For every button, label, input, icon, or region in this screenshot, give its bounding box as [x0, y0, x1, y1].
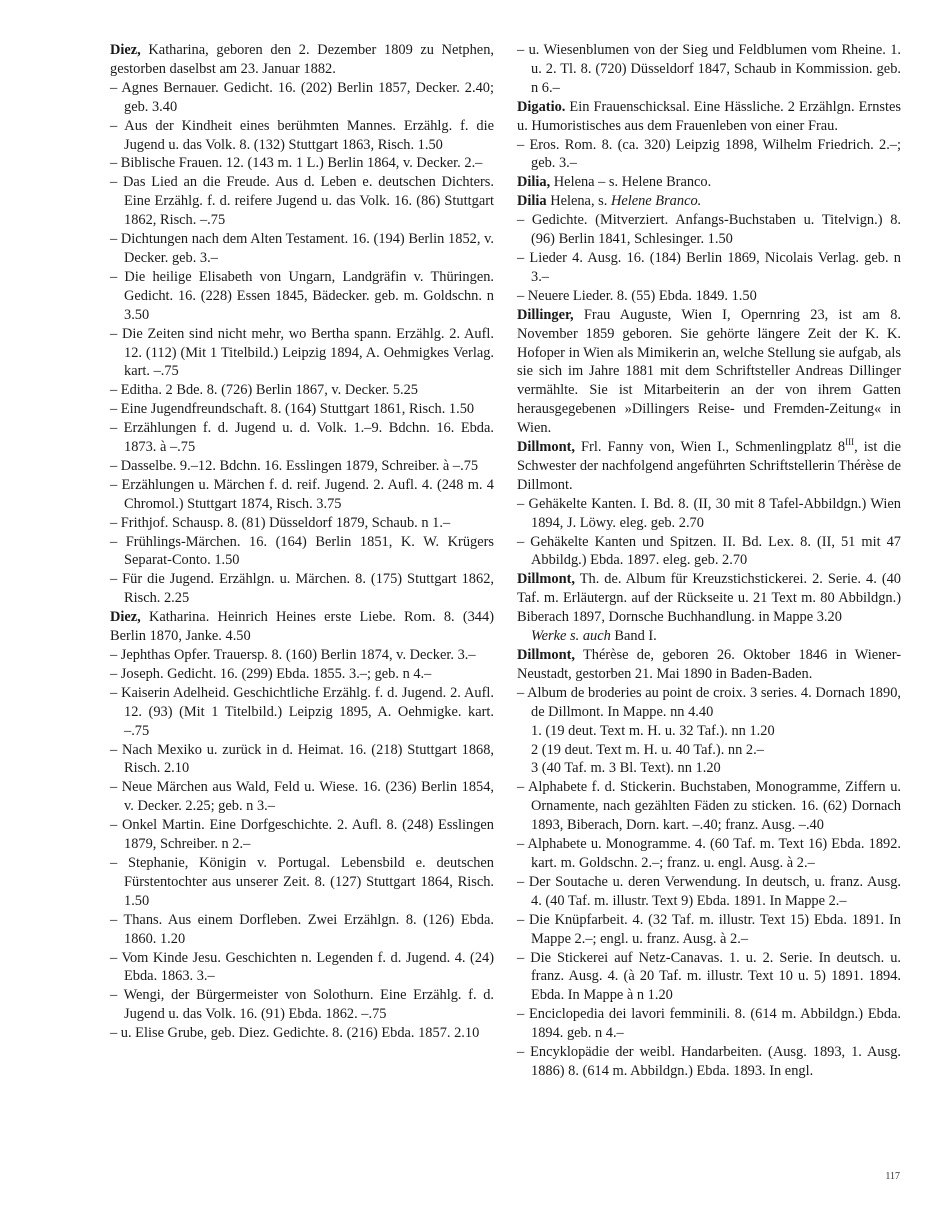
list-item	[110, 514, 494, 533]
entry-text: 1. (19 deut. Text m. H. u. 32 Taf.). nn 1.20	[531, 722, 775, 739]
list-item	[517, 533, 901, 571]
list-item	[517, 835, 901, 873]
entry-text: – Frithjof. Schausp. 8. (81) Düsseldorf 1879, Schaub. n 1.–	[110, 514, 451, 531]
entry-text: – Die Zeiten sind nicht mehr, wo Bertha spann. Erzählg. 2. Aufl. 12. (112) (Mit 1 Titelbild.) Leipzig 1894, A. Oehmigkes Verlag. kart. –.75	[110, 325, 494, 380]
entry-text: – Neuere Lieder. 8. (55) Ebda. 1849. 1.50	[517, 287, 757, 304]
entry-text: Katharina, geboren den 2. Dezember 1809 zu Netphen, gestorben daselbst am 23. Januar 1882.	[110, 42, 494, 77]
entry-text: Helena – s. Helene Branco.	[550, 174, 712, 191]
list-item	[517, 287, 901, 306]
cross-reference-tail: Band I.	[610, 628, 657, 645]
list-item	[110, 684, 494, 741]
list-item	[110, 457, 494, 476]
list-item	[517, 873, 901, 911]
list-item	[110, 173, 494, 230]
list-item	[517, 911, 901, 949]
entry-text: – Alphabete f. d. Stickerin. Buchstaben, Monogramme, Ziffern u. Ornamente, nach gezählten Fäden zu sticken. 16. (62) Dornach 1893, Biberach, Dorn. kart. –.40; franz. Ausg. –.40	[517, 779, 901, 834]
entry-text: – u. Elise Grube, geb. Diez. Gedichte. 8. (216) Ebda. 1857. 2.10	[110, 1025, 480, 1042]
list-item	[110, 268, 494, 325]
entry-text: – Dichtungen nach dem Alten Testament. 16. (194) Berlin 1852, v. Decker. geb. 3.–	[110, 231, 494, 266]
cross-reference-text: Werke s. auch	[531, 628, 611, 645]
list-item	[517, 684, 901, 722]
entry-italic-text: Helene Branco.	[610, 193, 702, 210]
entry-text: – Alphabete u. Monogramme. 4. (60 Taf. m. Text 16) Ebda. 1892. kart. m. Goldschn. 2.–; franz. u. engl. Ausg. à 2.–	[517, 836, 901, 871]
list-item	[110, 646, 494, 665]
entry-text: – Aus der Kindheit eines berühmten Mannes. Erzählg. f. die Jugend u. das Volk. 8. (132) Stuttgart 1863, Risch. 1.50	[110, 117, 494, 153]
sub-item	[517, 759, 901, 778]
list-item	[110, 1024, 494, 1043]
entry-text: 2 (19 deut. Text m. H. u. 40 Taf.). nn 2.–	[531, 741, 764, 758]
entry-text: – Die Knüpfarbeit. 4. (32 Taf. m. illustr. Text 15) Ebda. 1891. In Mappe 2.–; engl. u. franz. Ausg. à 2.–	[517, 911, 901, 947]
list-item	[517, 495, 901, 533]
entry-heading	[517, 570, 901, 627]
list-item	[110, 154, 494, 173]
list-item	[517, 1043, 901, 1081]
entry-text: – Erzählungen f. d. Jugend u. d. Volk. 1.–9. Bdchn. 16. Ebda. 1873. à –.75	[110, 420, 494, 456]
list-item	[517, 778, 901, 835]
sub-item	[517, 741, 901, 760]
list-item	[110, 476, 494, 514]
entry-text: – Die heilige Elisabeth von Ungarn, Landgräfin v. Thüringen. Gedicht. 16. (228) Essen 1845, Bädecker. geb. m. Goldschn. n 3.50	[110, 268, 494, 323]
entry-text: – Editha. 2 Bde. 8. (726) Berlin 1867, v. Decker. 5.25	[110, 382, 419, 399]
author-name: Dillmont,	[517, 647, 575, 663]
entry-heading	[517, 173, 901, 192]
entry-text: – Stephanie, Königin v. Portugal. Lebensbild e. deutschen Fürstentochter aus unserer Zeit. 8. (127) Stuttgart 1864, Risch. 1.50	[110, 854, 494, 909]
entry-text: – Die Stickerei auf Netz-Canavas. 1. u. 2. Serie. In deutsch. u. franz. Ausg. 4. (à 20 Taf. m. illustr. Text 10 u. 5) 1891. 1894. Ebda. In Mappe à n 1.20	[517, 949, 901, 1004]
author-name: Diez,	[110, 42, 141, 58]
author-name: Dillmont,	[517, 439, 575, 456]
entry-text: – Der Soutache u. deren Verwendung. In deutsch, u. franz. Ausg. 4. (40 Taf. m. illustr. Text 9) Ebda. 1891. In Mappe 2.–	[517, 873, 901, 909]
page-number: 117	[885, 1171, 900, 1182]
author-name: Dilia,	[517, 174, 551, 191]
left-column	[110, 41, 494, 1043]
author-name: Dillmont,	[517, 571, 575, 588]
entry-text: – Eine Jugendfreundschaft. 8. (164) Stuttgart 1861, Risch. 1.50	[110, 401, 475, 418]
entry-heading	[517, 438, 901, 495]
entry-text: – Agnes Bernauer. Gedicht. 16. (202) Berlin 1857, Decker. 2.40; geb. 3.40	[110, 79, 494, 115]
author-name: Dillinger,	[517, 306, 574, 323]
entry-heading	[517, 646, 901, 684]
list-item	[110, 949, 494, 987]
entry-text: – Encyklopädie der weibl. Handarbeiten. (Ausg. 1893, 1. Ausg. 1886) 8. (614 m. Abbildgn.) Ebda. 1893. In engl.	[517, 1044, 901, 1079]
entry-text: Katharina. Heinrich Heines erste Liebe. Rom. 8. (344) Berlin 1870, Janke. 4.50	[110, 609, 494, 645]
list-item	[110, 79, 494, 117]
entry-text: – Eros. Rom. 8. (ca. 320) Leipzig 1898, Wilhelm Friedrich. 2.–; geb. 3.–	[517, 136, 901, 172]
list-item	[110, 778, 494, 816]
entry-text: – Das Lied an die Freude. Aus d. Leben e. deutschen Dichters. Eine Erzählg. f. d. reifere Jugend u. das Volk. 16. (86) Stuttgart 1862, Risch. –.75	[110, 174, 494, 229]
entry-text: Frau Auguste, Wien I, Opernring 23, ist am 8. November 1859 geboren. Sie gehörte längere Zeit der K. K. Hofoper in Wien als Mimikerin an, welche Stellung sie aufgab, als sie sich im Jahre 1881 mit dem Schriftsteller Andreas Dillinger vermählte. Sie ist Mitarbeiterin an der von ihrem Gatten herausgegebenen »Dillingers Reise- und Fremden-Zeitung« in Wien.	[517, 306, 901, 437]
entry-text: – Album de broderies au point de croix. 3 series. 4. Dornach 1890, de Dillmont. In Mappe. nn 4.40	[517, 684, 901, 720]
list-item	[110, 533, 494, 571]
list-item	[110, 986, 494, 1024]
entry-text: – Onkel Martin. Eine Dorfgeschichte. 2. Aufl. 8. (248) Esslingen 1879, Schreiber. n 2.–	[110, 817, 494, 853]
list-item	[110, 419, 494, 457]
entry-text: – Kaiserin Adelheid. Geschichtliche Erzählg. f. d. Jugend. 2. Aufl. 12. (93) (Mit 1 Titelbild.) Leipzig 1895, A. Oehmigke. kart. –.75	[110, 684, 494, 739]
list-item	[110, 230, 494, 268]
entry-text: – Gedichte. (Mitverziert. Anfangs-Buchstaben u. Titelvign.) 8. (96) Berlin 1841, Schlesinger. 1.50	[517, 212, 901, 248]
entry-text: 3 (40 Taf. m. 3 Bl. Text). nn 1.20	[531, 760, 721, 777]
sub-item	[517, 722, 901, 741]
list-item	[110, 741, 494, 779]
entry-heading	[110, 608, 494, 646]
entry-text: – Vom Kinde Jesu. Geschichten n. Legenden f. d. Jugend. 4. (24) Ebda. 1863. 3.–	[110, 949, 494, 985]
superscript: III	[845, 437, 855, 448]
list-item	[110, 117, 494, 155]
list-item	[110, 911, 494, 949]
cross-reference	[517, 627, 901, 646]
list-item	[517, 41, 901, 98]
entry-text: – Gehäkelte Kanten und Spitzen. II. Bd. Lex. 8. (II, 51 mit 47 Abbildg.) Ebda. 1897. eleg. geb. 2.70	[517, 533, 901, 569]
list-item	[517, 1005, 901, 1043]
entry-text: – Thans. Aus einem Dorfleben. Zwei Erzählgn. 8. (126) Ebda. 1860. 1.20	[110, 911, 494, 947]
entry-text: – Biblische Frauen. 12. (143 m. 1 L.) Berlin 1864, v. Decker. 2.–	[110, 155, 483, 172]
entry-text: – Erzählungen u. Märchen f. d. reif. Jugend. 2. Aufl. 4. (248 m. 4 Chromol.) Stuttgart 1874, Risch. 3.75	[110, 476, 494, 512]
entry-text: Helena, s.	[546, 193, 611, 210]
entry-heading	[517, 98, 901, 136]
entry-text: Frl. Fanny von, Wien I., Schmenlingplatz 8	[574, 439, 846, 456]
entry-text: Thérèse de, geboren 26. Oktober 1846 in Wiener-Neustadt, gestorben 21. Mai 1890 in Baden-Baden.	[517, 647, 901, 682]
entry-text: – Jephthas Opfer. Trauersp. 8. (160) Berlin 1874, v. Decker. 3.–	[110, 647, 476, 663]
entry-heading	[110, 41, 494, 79]
entry-text: – Neue Märchen aus Wald, Feld u. Wiese. 16. (236) Berlin 1854, v. Decker. 2.25; geb. n 3.–	[110, 779, 494, 815]
list-item	[517, 211, 901, 249]
entry-text: – Für die Jugend. Erzählgn. u. Märchen. 8. (175) Stuttgart 1862, Risch. 2.25	[110, 571, 494, 607]
entry-text: – Wengi, der Bürgermeister von Solothurn. Eine Erzählg. f. d. Jugend u. das Volk. 16. (91) Ebda. 1862. –.75	[110, 987, 494, 1023]
entry-text: – Gehäkelte Kanten. I. Bd. 8. (II, 30 mit 8 Tafel-Abbildgn.) Wien 1894, J. Löwy. eleg. geb. 2.70	[517, 495, 901, 531]
list-item	[110, 816, 494, 854]
author-name: Digatio.	[517, 98, 566, 115]
entry-text: Th. de. Album für Kreuzstichstickerei. 2. Serie. 4. (40 Taf. m. Erläutergn. auf der Rückseite u. 21 Text m. 80 Abbildgn.) Biberach 1897, Dornsche Buchhandlung. in Mappe 3.20	[517, 571, 901, 626]
right-column	[517, 41, 901, 1081]
author-name: Dilia	[517, 193, 547, 210]
entry-text-continued: , ist die Schwester der nachfolgend angeführten Schriftstellerin Thérèse de Dillmont.	[517, 439, 901, 493]
entry-text: – Enciclopedia dei lavori femminili. 8. (614 m. Abbildgn.) Ebda. 1894. geb. n 4.–	[517, 1006, 901, 1042]
list-item	[110, 665, 494, 684]
entry-heading	[517, 192, 901, 211]
list-item	[517, 249, 901, 287]
list-item	[110, 400, 494, 419]
entry-text: – Frühlings-Märchen. 16. (164) Berlin 1851, K. W. Krügers Separat-Conto. 1.50	[110, 533, 494, 569]
entry-text: – u. Wiesenblumen von der Sieg und Feldblumen vom Rheine. 1. u. 2. Tl. 8. (720) Düsseldorf 1847, Schaub in Kommission. geb. n 6.–	[517, 42, 901, 96]
entry-text: – Nach Mexiko u. zurück in d. Heimat. 16. (218) Stuttgart 1868, Risch. 2.10	[110, 741, 494, 777]
entry-text: Ein Frauenschicksal. Eine Hässliche. 2 Erzählgn. Ernstes u. Humoristisches aus dem Frauenleben von einer Frau.	[517, 98, 901, 134]
list-item	[517, 136, 901, 174]
entry-heading	[517, 306, 901, 438]
list-item	[110, 854, 494, 911]
list-item	[110, 325, 494, 382]
list-item	[110, 570, 494, 608]
entry-text: – Dasselbe. 9.–12. Bdchn. 16. Esslingen 1879, Schreiber. à –.75	[110, 457, 479, 474]
author-name: Diez,	[110, 609, 141, 626]
list-item	[110, 381, 494, 400]
entry-text: – Lieder 4. Ausg. 16. (184) Berlin 1869, Nicolais Verlag. geb. n 3.–	[517, 249, 901, 285]
entry-text: – Joseph. Gedicht. 16. (299) Ebda. 1855. 3.–; geb. n 4.–	[110, 665, 432, 682]
list-item	[517, 949, 901, 1006]
